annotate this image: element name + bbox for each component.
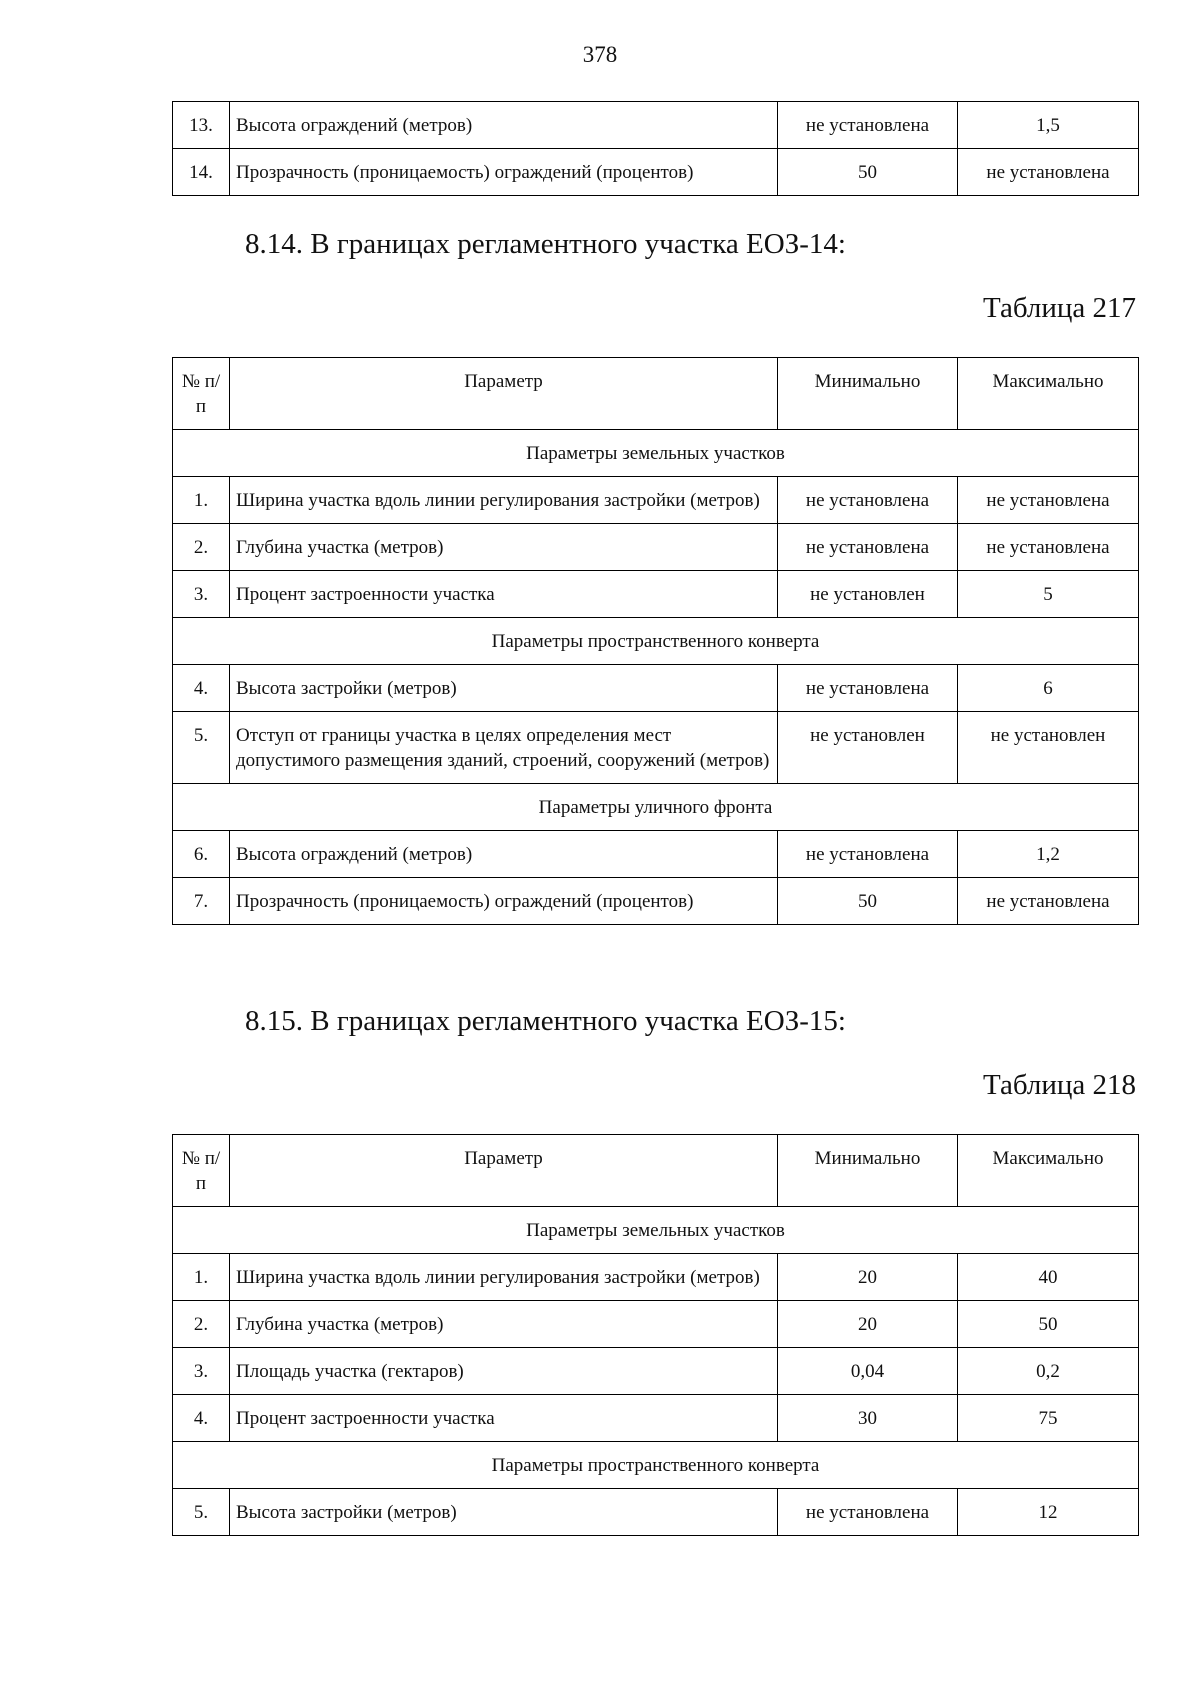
table-row	[173, 1395, 1139, 1442]
table-218	[172, 1134, 1139, 1536]
table-row	[173, 712, 1139, 784]
row-minimum: не установлена	[778, 524, 958, 571]
row-parameter: Высота застройки (метров)	[230, 665, 778, 712]
header-number: № п/п	[173, 358, 230, 430]
table-header-row	[173, 358, 1139, 430]
row-maximum: не установлен	[958, 712, 1139, 784]
table-row	[173, 1254, 1139, 1301]
row-maximum: 5	[958, 571, 1139, 618]
row-minimum: не установлен	[778, 571, 958, 618]
row-maximum: 12	[958, 1489, 1139, 1536]
group-label-street: Параметры уличного фронта	[173, 784, 1139, 831]
row-number: 2.	[173, 1301, 230, 1348]
header-maximum: Максимально	[958, 358, 1139, 430]
table-row	[173, 878, 1139, 925]
row-minimum: не установлена	[778, 477, 958, 524]
row-parameter: Высота ограждений (метров)	[230, 831, 778, 878]
row-number: 14.	[173, 149, 230, 196]
row-parameter: Глубина участка (метров)	[230, 1301, 778, 1348]
row-minimum: 30	[778, 1395, 958, 1442]
row-minimum: не установлена	[778, 1489, 958, 1536]
row-maximum: 1,2	[958, 831, 1139, 878]
group-row	[173, 1207, 1139, 1254]
row-parameter: Площадь участка (гектаров)	[230, 1348, 778, 1395]
group-row	[173, 618, 1139, 665]
table-row	[173, 665, 1139, 712]
row-maximum: 1,5	[958, 102, 1139, 149]
header-parameter: Параметр	[230, 1135, 778, 1207]
row-maximum: 0,2	[958, 1348, 1139, 1395]
row-number: 3.	[173, 1348, 230, 1395]
row-maximum: 75	[958, 1395, 1139, 1442]
group-row	[173, 784, 1139, 831]
row-maximum: не установлена	[958, 477, 1139, 524]
row-number: 7.	[173, 878, 230, 925]
group-label-envelope: Параметры пространственного конверта	[173, 618, 1139, 665]
row-minimum: 20	[778, 1301, 958, 1348]
row-maximum: 40	[958, 1254, 1139, 1301]
row-maximum: не установлена	[958, 524, 1139, 571]
row-number: 13.	[173, 102, 230, 149]
row-minimum: не установлена	[778, 665, 958, 712]
row-maximum: не установлена	[958, 149, 1139, 196]
row-number: 5.	[173, 1489, 230, 1536]
row-parameter: Прозрачность (проницаемость) ограждений (процентов)	[230, 878, 778, 925]
row-parameter: Ширина участка вдоль линии регулирования застройки (метров)	[230, 1254, 778, 1301]
row-maximum: не установлена	[958, 878, 1139, 925]
row-minimum: не установлена	[778, 102, 958, 149]
row-minimum: 20	[778, 1254, 958, 1301]
row-number: 6.	[173, 831, 230, 878]
table-row	[173, 571, 1139, 618]
row-minimum: не установлена	[778, 831, 958, 878]
row-number: 1.	[173, 477, 230, 524]
header-parameter: Параметр	[230, 358, 778, 430]
table-row	[173, 477, 1139, 524]
continuation-table	[172, 101, 1139, 196]
row-minimum: 50	[778, 878, 958, 925]
group-label-land: Параметры земельных участков	[173, 1207, 1139, 1254]
table-header-row	[173, 1135, 1139, 1207]
row-number: 1.	[173, 1254, 230, 1301]
row-number: 4.	[173, 665, 230, 712]
page-number: 378	[582, 42, 618, 67]
section-heading-15: 8.15. В границах регламентного участка ЕОЗ-15:	[245, 1005, 846, 1037]
group-label-envelope: Параметры пространственного конверта	[173, 1442, 1139, 1489]
row-parameter: Глубина участка (метров)	[230, 524, 778, 571]
row-minimum: 50	[778, 149, 958, 196]
table-caption-218: Таблица 218	[982, 1069, 1136, 1101]
row-number: 5.	[173, 712, 230, 784]
table-caption-217: Таблица 217	[982, 292, 1136, 324]
header-minimum: Минимально	[778, 1135, 958, 1207]
row-minimum: не установлен	[778, 712, 958, 784]
group-label-land: Параметры земельных участков	[173, 430, 1139, 477]
table-217	[172, 357, 1139, 925]
group-row	[173, 1442, 1139, 1489]
table-row	[173, 1489, 1139, 1536]
row-number: 2.	[173, 524, 230, 571]
row-parameter: Высота ограждений (метров)	[230, 102, 778, 149]
table-row	[173, 149, 1139, 196]
table-row	[173, 1348, 1139, 1395]
table-row	[173, 1301, 1139, 1348]
section-heading-14: 8.14. В границах регламентного участка ЕОЗ-14:	[245, 228, 846, 260]
group-row	[173, 430, 1139, 477]
row-parameter: Процент застроенности участка	[230, 571, 778, 618]
header-number: № п/п	[173, 1135, 230, 1207]
row-parameter: Высота застройки (метров)	[230, 1489, 778, 1536]
row-minimum: 0,04	[778, 1348, 958, 1395]
row-parameter: Процент застроенности участка	[230, 1395, 778, 1442]
table-row	[173, 524, 1139, 571]
table-row	[173, 102, 1139, 149]
row-number: 4.	[173, 1395, 230, 1442]
row-parameter: Отступ от границы участка в целях определения мест допустимого размещения зданий, строений, сооружений (метров)	[230, 712, 778, 784]
row-parameter: Прозрачность (проницаемость) ограждений (процентов)	[230, 149, 778, 196]
table-row	[173, 831, 1139, 878]
row-number: 3.	[173, 571, 230, 618]
header-minimum: Минимально	[778, 358, 958, 430]
row-parameter: Ширина участка вдоль линии регулирования застройки (метров)	[230, 477, 778, 524]
row-maximum: 50	[958, 1301, 1139, 1348]
header-maximum: Максимально	[958, 1135, 1139, 1207]
row-maximum: 6	[958, 665, 1139, 712]
